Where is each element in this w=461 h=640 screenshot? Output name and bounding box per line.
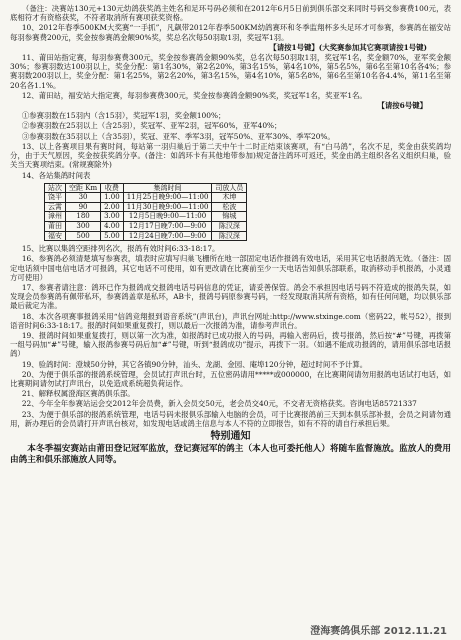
key-note-1: 【请按1号键】(大奖赛参加其它赛项请按1号键) (269, 42, 427, 52)
table-header: 站次 (45, 183, 66, 193)
rule-3: ③参赛羽数在35羽以上（含35羽），奖冠、亚军、季军3羽，冠军50%、亚军30%、季军20%。 (21, 131, 335, 141)
table-cell: 500 (66, 231, 101, 241)
table-header-row (45, 183, 247, 193)
table-cell: 饶平 (45, 193, 66, 203)
schedule-table (44, 183, 247, 242)
table-cell: 12月5日晚9:00—11:00 (123, 212, 212, 222)
table-row (45, 222, 247, 232)
paragraph-11: 11、莆田站指定赛，每羽参赛费300元，奖金按参赛鸽金额90%奖，总名次每50羽取1羽，奖冠军1名，奖金额70%，亚军奖金额30%；参赛羽数达100羽以上，奖金分配：第1名30%，第2名20%，第3名15%，第4名10%，第5名5%，第6名至第10名各4%；参赛羽数200羽以上，奖金分配：第1名25%，第2名20%，第3名15%，第4名10%，第5名8%，第6名至第10名各4.4%，第11名至第20名各1.1%。 (10, 53, 451, 90)
table-cell: 90 (66, 202, 101, 212)
paragraph-19a: 19、报鸽时间如果重复拨打，则以第一次为准，如报鸽时已成功报入的号码，再输入密码后，拨号报鸽，然后按“#”号键，再拨第一组号码加“#”号键，输入报鸽参赛号码后加“#”号键，听到“报鸽成功”提示，再拨下一羽。（如遇不能成功报鸽的，请用俱乐部电话报鸽） (10, 331, 451, 359)
paragraph-12: 12、莆田站，福安站大指定赛，每羽参赛费300元，奖金按参赛鸽金额90%奖，奖冠军1名，奖亚军1名。 (21, 90, 367, 100)
table-cell: 12月17日晚7:00—9:00 (123, 222, 212, 232)
table-cell: 3.00 (101, 212, 124, 222)
table-cell: 陈汉深 (212, 231, 247, 241)
club-stamp: 澄海赛鸽俱乐部 2012.11.21 (310, 625, 447, 637)
key-note-6: 【请按6号键】 (377, 101, 427, 111)
schedule-title: 14、各站集鸽时间表 (21, 171, 91, 181)
table-cell: 2.00 (101, 202, 124, 212)
table-cell: 木坤 (212, 193, 247, 203)
table-row (45, 193, 247, 203)
paragraph-23: 23、为便于俱乐部的报鸽系统管理，电话号码未报俱乐部输入电脑的会员，可于比赛报鸽前三天到本俱乐部补报，会员之间请勿通用，新办理后的会员请打开声讯台核对，如发现电话或鸽主信息与本人不符的立即报告，如有不符的请自行承担后果。 (10, 409, 451, 428)
notice-text: 本冬季福安赛站由莆田登记冠军监放，登记赛冠军的鸽主（本人也可委托他人）将随车监督施放。监放人的费用由鸽主和俱乐部施放人同等。 (10, 444, 451, 466)
table-cell: 11月25日晚9:00—11:00 (123, 193, 212, 203)
paragraph-21: 21、解释权属澄海区赛鸽俱乐部。 (21, 389, 135, 399)
table-cell: 漳州 (45, 212, 66, 222)
rule-1: ①参赛羽数在15羽内（含15羽），奖冠军1羽，奖金额100%； (21, 111, 226, 121)
table-cell: 1.00 (101, 193, 124, 203)
table-cell: 锦城 (212, 212, 247, 222)
table-cell: 11月30日晚9:00—11:00 (123, 202, 212, 212)
table-cell: 5.00 (101, 231, 124, 241)
table-row (45, 231, 247, 241)
paragraph-19b: 19、验鸽时间：澄城50分钟，其它各镇90分钟，汕头、龙湖、金园、庵埠120分钟，超过时间不予计算。 (21, 359, 368, 369)
paragraph-16: 16、参赛鸽必须清楚填写参赛表，填表时应填写归巢飞栅所在地一部固定电话作报鸽有效电话，采用其它电话报鸽无效。（备注：固定电话须中国电信电话才可报鸽，其它电话不可使用，如有更改请在比赛前至少一天电话告知俱乐部联系，取消移动手机报鸽，小灵通方可使用） (10, 254, 451, 282)
paragraph-10: 10、2012年春季500KM大奖赛“一手抓”，凡飙带2012年春季500KM幼鸽赛环和冬季监翔杯多头足环才可参赛，参赛鸽在福安站每羽参赛费200元，奖金按参赛鸽金额90%奖，奖总名次每50羽取1羽，奖冠军1羽。 (10, 23, 451, 42)
table-cell: 福安 (45, 231, 66, 241)
paragraph-17: 17、参赛者请注意：鸽环已作为报鸽成交报鸽电话号码信息的凭证，请妥善保管。鸽会不承担因电话号码不符造成的报鸽失误，如发现会员参赛鸽有佩带私环，参赛鸽盖章是私环，AB卡，报鸽号码原参赛号码，一经发现取消其所有资格，如有任何问题，均以俱乐部最后裁定为准。 (10, 283, 451, 311)
paragraph-13: 13、以上各赛项目果有赛时间，每站第一羽归巢后于第二天中午十二时正结束该赛项，有“白马鸽”，名次不足，奖金由获奖鸽均分，由于天气原因，奖金按获奖鸽分享。(备注：如鸽环卡有其他地带参加)规定备注鸽环可返还，奖金由鸽主组织各名义组织归巢，验关当天赛项结束。(常规赛除外) (10, 141, 451, 170)
notice-heading: 特别通知 (210, 431, 251, 443)
table-cell: 30 (66, 193, 101, 203)
table-header: 司放人员 (212, 183, 247, 193)
table-cell: 12月24日晚7:00—9:00 (123, 231, 212, 241)
table-cell: 莆田 (45, 222, 66, 232)
paragraph-18: 18、本次各项赛事报鸽采用“信鸽竞翔报到语音系统”(声讯台)，声讯台网址:http://www.stxinge.com（密码22，帐号52），报到语音时间6:33-18:17。报鸽时间如果重复拨打，则以最后一次报鸽为准，请参考声讯台。 (10, 311, 451, 330)
table-cell: 陈汉深 (212, 222, 247, 232)
paragraph-20: 20、为便于俱乐部的报鸽系统管理，会员试打声讯台时，五位密码请用*****或000000，在比赛期间请勿用报鸽电话试打电话，如比赛期间请勿试打声讯台，以免造成系统超负荷运作。 (10, 369, 451, 389)
middle-section (10, 244, 451, 428)
table-header: 空距 Km (66, 183, 101, 193)
rule-2: ②参赛羽数在25羽以上（含25羽），奖冠军、亚军2羽，冠军60%，亚军40%； (21, 121, 282, 131)
paragraph-15: 15、比赛以集鸽空距排列名次，报鸽有效时间6:33-18:17。 (21, 244, 220, 254)
paragraph-9-note: （备注：决赛站130元+130元幼鸽获奖鸽主姓名和足环号码必须和在2012年6月5日前到俱乐部交来同时号码交参赛费100元，表底相符才有资格获奖，不符者取消所有赛项获奖资格。 (10, 4, 451, 23)
top-section (10, 4, 451, 181)
table-cell: 松波 (212, 202, 247, 212)
table-cell: 180 (66, 212, 101, 222)
table-cell: 云霄 (45, 202, 66, 212)
table-row (45, 212, 247, 222)
table-cell: 4.00 (101, 222, 124, 232)
table-row (45, 202, 247, 212)
table-header: 集鸽时间 (123, 183, 212, 193)
paragraph-22: 22、今年全年参赛站运会交2012年会员费，新入会员交50元，老会员交40元，不交者无资格获奖。咨询电话85721337 (21, 399, 417, 409)
table-cell: 300 (66, 222, 101, 232)
table-header: 收费 (101, 183, 124, 193)
